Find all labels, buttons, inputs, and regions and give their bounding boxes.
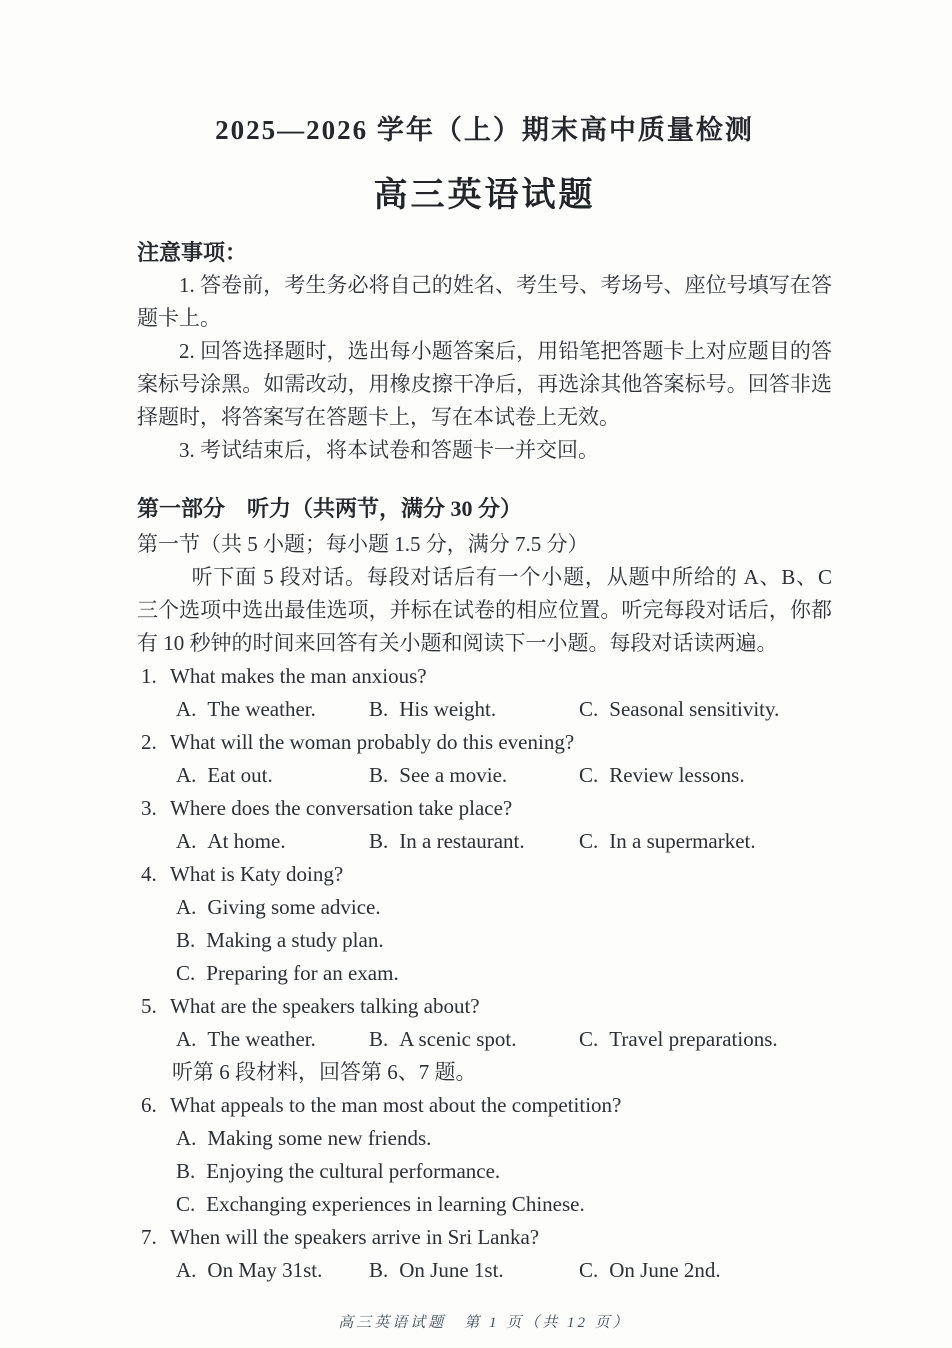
- question-text: Where does the conversation take place?: [170, 796, 513, 820]
- option-label: C.: [579, 763, 599, 787]
- question-text: What will the woman probably do this evening?: [170, 730, 575, 754]
- question-4-line: [141, 858, 832, 891]
- question-6-options: [176, 1122, 832, 1221]
- question-2-line: [141, 726, 832, 759]
- option-a: [176, 1254, 369, 1287]
- option-label: A.: [176, 763, 197, 787]
- option-c: [579, 759, 832, 792]
- option-text: Exchanging experiences in learning Chinese.: [206, 1192, 585, 1216]
- option-c: [579, 1023, 832, 1056]
- option-label: C.: [176, 961, 196, 985]
- question-text: What makes the man anxious?: [170, 664, 427, 688]
- option-label: A.: [176, 895, 197, 919]
- option-b: [369, 759, 579, 792]
- notice-section: [137, 236, 832, 467]
- question-1-line: [141, 660, 832, 693]
- option-b: [176, 1155, 832, 1188]
- paper-title: 高三英语试题: [373, 177, 596, 214]
- option-text: Making a study plan.: [206, 928, 384, 952]
- option-text: In a supermarket.: [609, 829, 756, 853]
- option-b: [369, 825, 579, 858]
- question-1: [141, 660, 832, 726]
- option-label: C.: [579, 1258, 599, 1282]
- part1-listening-section: [137, 492, 832, 1287]
- option-text: His weight.: [399, 697, 497, 721]
- question-number: 6.: [141, 1093, 157, 1117]
- question-text: What appeals to the man most about the competition?: [170, 1093, 622, 1117]
- option-text: Travel preparations.: [609, 1027, 778, 1051]
- option-b: [176, 924, 832, 957]
- option-c: [579, 693, 832, 726]
- question-2-options: [176, 759, 832, 792]
- part1-heading: 第一部分 听力（共两节，满分 30 分）: [137, 496, 523, 521]
- option-label: A.: [176, 1126, 197, 1150]
- option-label: B.: [176, 1159, 196, 1183]
- option-a: [176, 1023, 369, 1056]
- option-label: C.: [176, 1192, 196, 1216]
- option-text: A scenic spot.: [399, 1027, 517, 1051]
- option-text: Eat out.: [207, 763, 273, 787]
- option-text: Seasonal sensitivity.: [609, 697, 780, 721]
- question-6: [141, 1089, 832, 1221]
- question-2: [141, 726, 832, 792]
- question-5-line: [141, 990, 832, 1023]
- question-7: [141, 1221, 832, 1287]
- exam-session-title: 2025—2026 学年（上）期末高中质量检测: [215, 115, 754, 145]
- question-5: [141, 990, 832, 1056]
- option-label: B.: [369, 1027, 389, 1051]
- option-text: On May 31st.: [207, 1258, 323, 1282]
- question-number: 3.: [141, 796, 157, 820]
- option-text: The weather.: [207, 1027, 316, 1051]
- question-6-line: [141, 1089, 832, 1122]
- question-number: 5.: [141, 994, 157, 1018]
- question-4: [141, 858, 832, 990]
- option-label: B.: [369, 1258, 389, 1282]
- notice-heading: 注意事项：: [137, 240, 248, 265]
- part1-section1-heading: 第一节（共 5 小题；每小题 1.5 分，满分 7.5 分）: [137, 532, 589, 556]
- option-text: In a restaurant.: [399, 829, 525, 853]
- question-3-line: [141, 792, 832, 825]
- option-label: B.: [176, 928, 196, 952]
- question-1-options: [176, 693, 832, 726]
- option-text: Review lessons.: [609, 763, 745, 787]
- option-text: On June 1st.: [399, 1258, 504, 1282]
- question-7-line: [141, 1221, 832, 1254]
- option-text: At home.: [207, 829, 286, 853]
- option-a: [176, 759, 369, 792]
- option-a: [176, 891, 832, 924]
- option-a: [176, 1122, 832, 1155]
- notice-item-2: 2. 回答选择题时，选出每小题答案后，用铅笔把答题卡上对应题目的答案标号涂黑。如需改动，用橡皮擦干净后，再选涂其他答案标号。回答非选择题时，将答案写在答题卡上，写在本试卷上无效。: [137, 339, 832, 429]
- option-a: [176, 825, 369, 858]
- material-note-6-7: 听第 6 段材料，回答第 6、7 题。: [172, 1060, 477, 1084]
- option-label: B.: [369, 829, 389, 853]
- notice-item-1: 1. 答卷前，考生务必将自己的姓名、考生号、考场号、座位号填写在答题卡上。: [137, 273, 832, 330]
- option-label: C.: [579, 697, 599, 721]
- option-c: [579, 1254, 832, 1287]
- question-number: 1.: [141, 664, 157, 688]
- question-4-options: [176, 891, 832, 990]
- question-7-options: [176, 1254, 832, 1287]
- option-label: B.: [369, 697, 389, 721]
- question-3-options: [176, 825, 832, 858]
- part1-section1-instructions: 听下面 5 段对话。每段对话后有一个小题，从题中所给的 A、B、C 三个选项中选出最佳选项，并标在试卷的相应位置。听完每段对话后，你都有 10 秒钟的时间来回答有关小题和阅读下一小题。每段对话读两遍。: [137, 565, 832, 655]
- option-b: [369, 1254, 579, 1287]
- option-text: Enjoying the cultural performance.: [206, 1159, 501, 1183]
- question-text: What is Katy doing?: [170, 862, 344, 886]
- question-text: When will the speakers arrive in Sri Lanka?: [170, 1225, 540, 1249]
- option-text: The weather.: [207, 697, 316, 721]
- option-a: [176, 693, 369, 726]
- option-label: C.: [579, 1027, 599, 1051]
- option-text: Making some new friends.: [207, 1126, 432, 1150]
- option-label: A.: [176, 697, 197, 721]
- option-c: [176, 957, 832, 990]
- question-text: What are the speakers talking about?: [170, 994, 480, 1018]
- option-text: Preparing for an exam.: [206, 961, 399, 985]
- option-label: A.: [176, 1027, 197, 1051]
- option-c: [579, 825, 832, 858]
- option-label: C.: [579, 829, 599, 853]
- notice-item-3: 3. 考试结束后，将本试卷和答题卡一并交回。: [179, 438, 599, 462]
- question-number: 7.: [141, 1225, 157, 1249]
- option-text: Giving some advice.: [207, 895, 381, 919]
- page-footer: 高三英语试题 第 1 页（共 12 页）: [338, 1315, 631, 1331]
- question-3: [141, 792, 832, 858]
- option-text: See a movie.: [399, 763, 508, 787]
- question-5-options: [176, 1023, 832, 1056]
- option-label: B.: [369, 763, 389, 787]
- option-text: On June 2nd.: [609, 1258, 721, 1282]
- option-b: [369, 1023, 579, 1056]
- option-label: A.: [176, 1258, 197, 1282]
- option-label: A.: [176, 829, 197, 853]
- option-b: [369, 693, 579, 726]
- question-number: 4.: [141, 862, 157, 886]
- question-number: 2.: [141, 730, 157, 754]
- option-c: [176, 1188, 832, 1221]
